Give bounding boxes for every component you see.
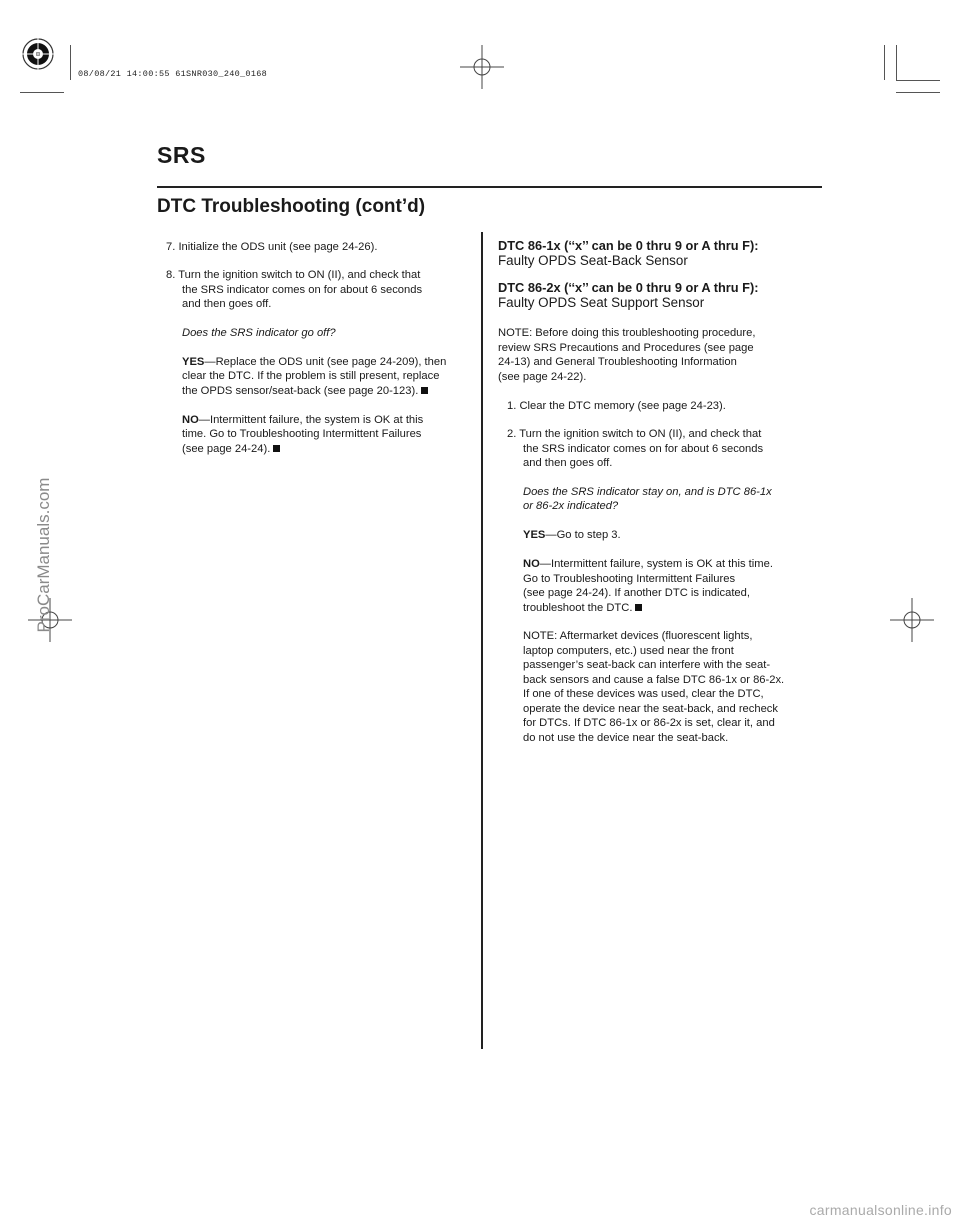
- page-title: DTC Troubleshooting (cont’d): [157, 196, 426, 217]
- section-title: SRS: [157, 142, 206, 168]
- question-right-line-1: Does the SRS indicator stay on, and is DTC 86-1x: [523, 486, 772, 498]
- no-line-1: Intermittent failure, the system is OK at this: [209, 414, 424, 426]
- step-2-line-2: the SRS indicator comes on for about 6 seconds: [523, 443, 764, 455]
- yes-line-3: the OPDS sensor/seat-back (see page 20-123).: [182, 385, 419, 397]
- no-line-2: Go to Troubleshooting Intermittent Failures: [523, 573, 736, 585]
- watermark-bottom: carmanualsonline.info: [809, 1202, 952, 1218]
- yes-line-1: Replace the ODS unit (see page 24-209), then: [215, 356, 447, 368]
- note-1-line-1: NOTE: Before doing this troubleshooting procedure,: [498, 327, 756, 339]
- step-1: 1. Clear the DTC memory (see page 24-23).: [507, 400, 726, 412]
- dtc-86-2x-heading: DTC 86-2x (‘‘x’’ can be 0 thru 9 or A thru F):: [498, 280, 759, 295]
- dtc-86-1x-heading: DTC 86-1x (‘‘x’’ can be 0 thru 9 or A thru F):: [498, 238, 759, 253]
- end-square-icon: [273, 445, 280, 452]
- watermark-left: ProCarManuals.com: [34, 477, 53, 633]
- note-2-line-4: back sensors and cause a false DTC 86-1x or 86-2x.: [523, 674, 785, 686]
- note-2-line-3: passenger’s seat-back can interfere with the seat-: [523, 659, 771, 671]
- crop-line: [896, 45, 897, 80]
- note-1-line-3: 24-13) and General Troubleshooting Information: [498, 356, 737, 368]
- dash: —: [545, 529, 557, 541]
- yes-text: Go to step 3.: [556, 529, 621, 541]
- note-2-line-2: laptop computers, etc.) used near the front: [523, 645, 734, 657]
- no-line-4: troubleshoot the DTC.: [523, 602, 633, 614]
- note-2-line-1: NOTE: Aftermarket devices (fluorescent lights,: [523, 630, 753, 642]
- step-7: 7. Initialize the ODS unit (see page 24-26).: [166, 241, 378, 253]
- no-line-3: (see page 24-24). If another DTC is indicated,: [523, 587, 750, 599]
- yes-answer-right: [523, 528, 621, 543]
- no-line-3-wrap: [182, 442, 280, 457]
- note-2-line-5: If one of these devices was used, clear the DTC,: [523, 688, 764, 700]
- note-2-line-7: for DTCs. If DTC 86-1x or 86-2x is set, clear it, and: [523, 717, 775, 729]
- question-left: Does the SRS indicator go off?: [182, 327, 336, 339]
- note-2-line-6: operate the device near the seat-back, and recheck: [523, 703, 778, 715]
- no-line-1: Intermittent failure, system is OK at this time.: [550, 558, 773, 570]
- step-8-line-2: the SRS indicator comes on for about 6 seconds: [182, 284, 423, 296]
- end-square-icon: [635, 604, 642, 611]
- step-2-line-1: 2. Turn the ignition switch to ON (II), and check that: [507, 428, 762, 440]
- no-label: NO: [182, 414, 199, 426]
- no-answer-right: [523, 557, 773, 572]
- dash: —: [539, 558, 551, 570]
- crop-line: [70, 45, 71, 80]
- no-line-3: (see page 24-24).: [182, 443, 271, 455]
- crop-line: [20, 92, 64, 93]
- yes-label: YES: [523, 529, 546, 541]
- crop-line: [896, 80, 940, 81]
- yes-line-2: clear the DTC. If the problem is still present, replace: [182, 370, 440, 382]
- no-line-4-wrap: [523, 601, 642, 616]
- question-right-line-2: or 86-2x indicated?: [523, 500, 619, 512]
- dtc-86-1x-subtitle: Faulty OPDS Seat-Back Sensor: [498, 253, 688, 268]
- no-label: NO: [523, 558, 540, 570]
- yes-answer-left: [182, 355, 446, 370]
- step-8-line-3: and then goes off.: [182, 298, 272, 310]
- no-line-2: time. Go to Troubleshooting Intermittent Failures: [182, 428, 422, 440]
- step-2-line-3: and then goes off.: [523, 457, 613, 469]
- registration-crosshair-top-icon: [460, 45, 504, 89]
- end-square-icon: [421, 387, 428, 394]
- crop-line: [884, 45, 885, 80]
- note-1-line-4: (see page 24-22).: [498, 371, 587, 383]
- crop-line: [896, 92, 940, 93]
- column-divider: [481, 232, 483, 1049]
- dtc-86-2x-subtitle: Faulty OPDS Seat Support Sensor: [498, 295, 705, 310]
- registration-mark-top-left-icon: [20, 36, 80, 96]
- header-rule: [157, 186, 822, 188]
- note-1-line-2: review SRS Precautions and Procedures (see page: [498, 342, 754, 354]
- yes-label: YES: [182, 356, 205, 368]
- dash: —: [204, 356, 216, 368]
- registration-crosshair-right-icon: [890, 598, 934, 642]
- yes-line-3-wrap: [182, 384, 428, 399]
- no-answer-left: [182, 413, 423, 428]
- step-8-line-1: 8. Turn the ignition switch to ON (II), and check that: [166, 269, 421, 281]
- print-timestamp: 08/08/21 14:00:55 61SNR030_240_0168: [78, 69, 268, 79]
- note-2-line-8: do not use the device near the seat-back.: [523, 732, 729, 744]
- dash: —: [198, 414, 210, 426]
